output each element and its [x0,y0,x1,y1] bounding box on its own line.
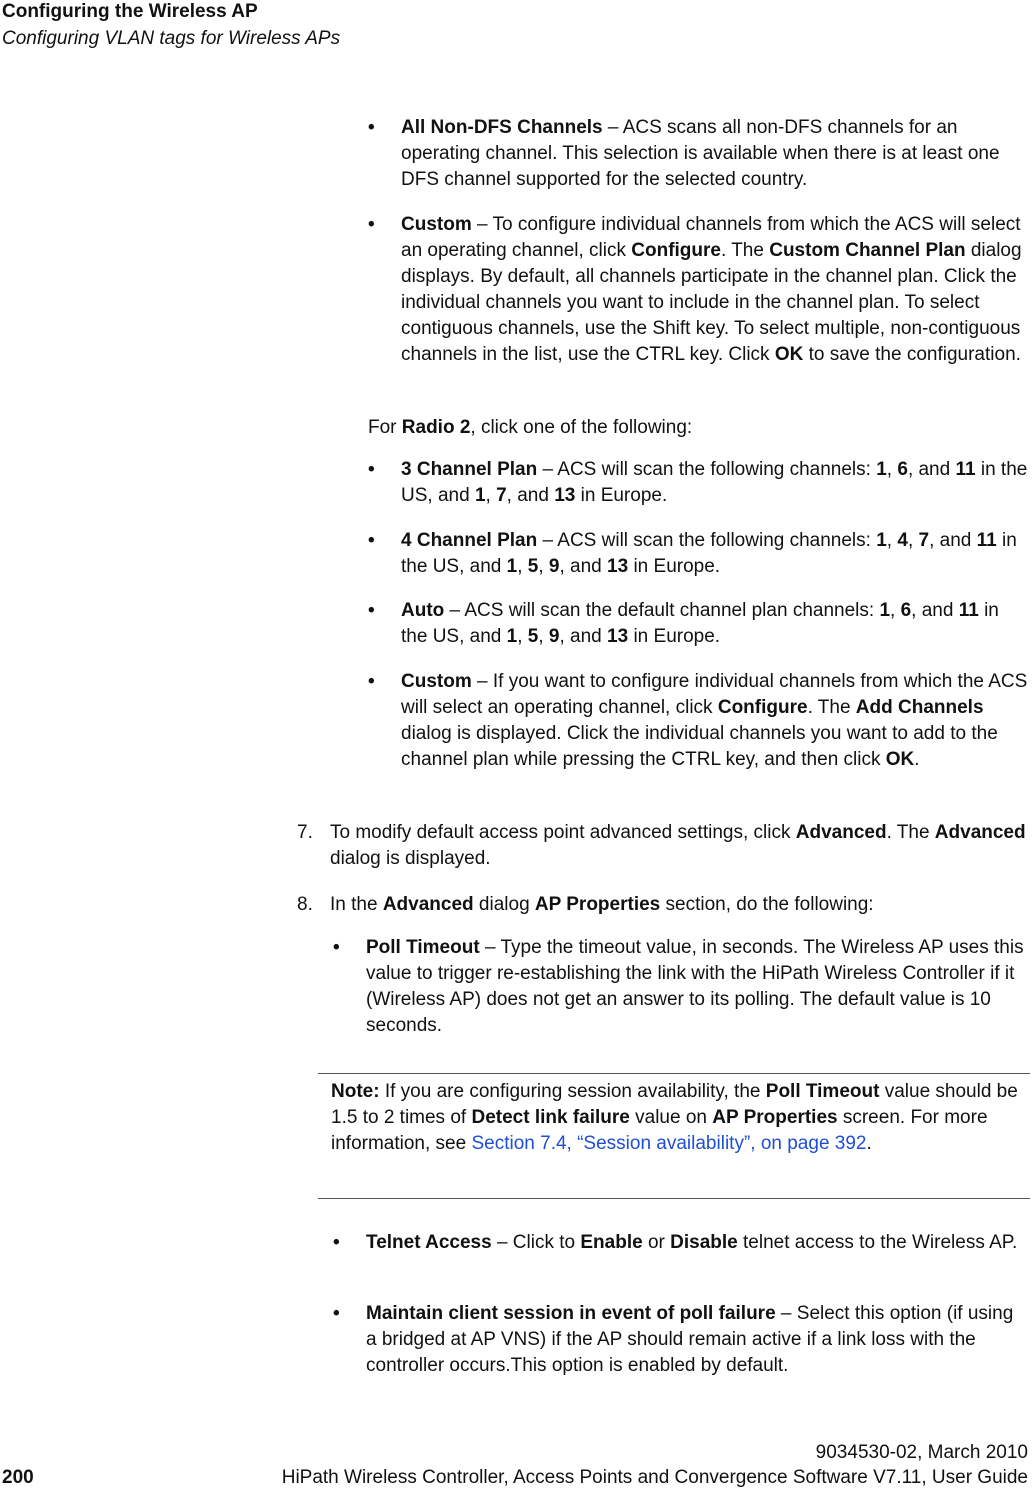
list-item-text: Custom – If you want to configure individual channels from which the ACS will select an operating channel, click Configure. The Add Channels dialog is displayed. Click the individual channels you want to add to the channel plan while pressing the CTRL key, and then click OK. [401,671,1028,770]
list-item-text: All Non-DFS Channels – ACS scans all non-DFS channels for an operating channel. This selection is available when there is at least one DFS channel supported for the selected country. [401,117,1000,190]
list-item-text: Telnet Access – Click to Enable or Disable telnet access to the Wireless AP. [366,1232,1018,1253]
bullet-icon: • [333,1232,340,1253]
section-link[interactable]: Section 7.4, “Session availability”, on page 392 [471,1133,867,1154]
section-subtitle: Configuring VLAN tags for Wireless APs [2,28,341,49]
bullet-icon: • [333,1303,340,1324]
note-text: Note: If you are configuring session availability, the Poll Timeout value should be 1.5 to 2 times of Detect link failure value on AP Properties screen. For more information, see Section 7.4, “Session availability”, on page 392. [331,1081,1018,1154]
step-text: In the Advanced dialog AP Properties section, do the following: [330,894,874,915]
list-item-text: 4 Channel Plan – ACS will scan the following channels: 1, 4, 7, and 11 in the US, and 1, 5, 9, and 13 in Europe. [401,530,1017,577]
bullet-icon: • [368,214,375,235]
bullet-icon: • [368,530,375,551]
bullet-icon: • [368,117,375,138]
bullet-icon: • [368,600,375,621]
list-item-text: 3 Channel Plan – ACS will scan the following channels: 1, 6, and 11 in the US, and 1, 7, and 13 in Europe. [401,459,1028,506]
step-number: 8. [297,894,313,915]
step-text: To modify default access point advanced settings, click Advanced. The Advanced dialog is displayed. [330,822,1026,869]
footer-page-number: 200 [2,1467,34,1488]
list-item-text: Custom – To configure individual channels from which the ACS will select an operating channel, click Configure. The Custom Channel Plan dialog displays. By default, all channels participate in the channel plan. Click the individual channels you want to include in the channel plan. To select contiguous channels, use the Shift key. To select multiple, non-contiguous channels in the list, use the CTRL key. Click OK to save the configuration. [401,214,1022,365]
note-divider-bottom [318,1198,1030,1199]
note-divider-top [318,1073,1030,1074]
step-number: 7. [297,822,313,843]
list-item-text: Auto – ACS will scan the default channel plan channels: 1, 6, and 11 in the US, and 1, 5, 9, and 13 in Europe. [401,600,999,647]
footer-guide-title: HiPath Wireless Controller, Access Points and Convergence Software V7.11, User Guide [281,1467,1028,1488]
bullet-icon: • [368,671,375,692]
list-item-text: Poll Timeout – Type the timeout value, in seconds. The Wireless AP uses this value to trigger re-establishing the link with the HiPath Wireless Controller if it (Wireless AP) does not get an answer to its polling. The default value is 10 seconds. [366,937,1024,1036]
bullet-icon: • [333,937,340,958]
footer-doc-id: 9034530-02, March 2010 [815,1442,1028,1463]
bullet-icon: • [368,459,375,480]
radio2-intro: For Radio 2, click one of the following: [368,417,693,438]
chapter-title: Configuring the Wireless AP [2,1,258,22]
list-item-text: Maintain client session in event of poll failure – Select this option (if using a bridged at AP VNS) if the AP should remain active if a link loss with the controller occurs.This option is enabled by default. [366,1303,1014,1376]
